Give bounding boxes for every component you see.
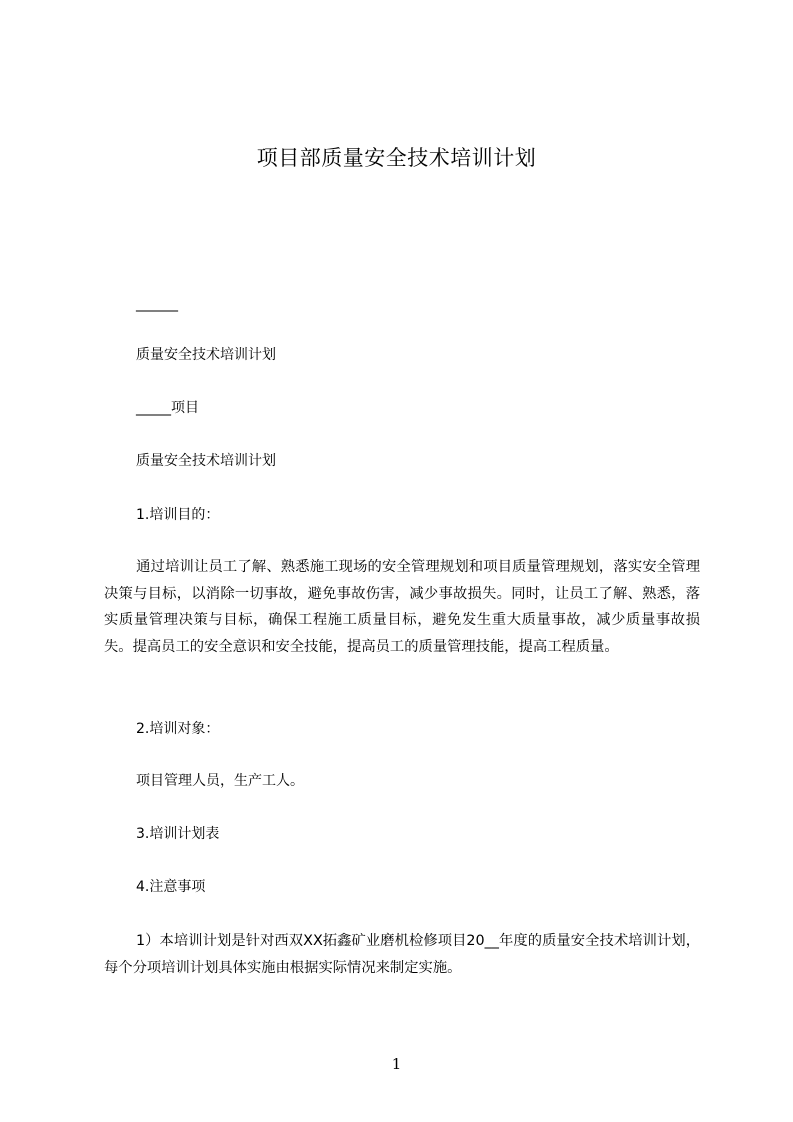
section1-paragraph bbox=[104, 554, 700, 660]
section3-heading: 3.培训计划表 bbox=[136, 826, 220, 842]
section4-item1-text: 1）本培训计划是针对西双XX拓鑫矿业磨机检修项目20__年度的质量安全技术培训计划，每个分项培训计划具体实施由根据实际情况来制定实施。 bbox=[104, 933, 700, 976]
section4-heading: 4.注意事项 bbox=[136, 879, 206, 895]
section2-heading: 2.培训对象： bbox=[136, 721, 220, 737]
blank-underline: ______ bbox=[136, 296, 178, 312]
project-line: _____项目 bbox=[136, 400, 199, 416]
section4-item1 bbox=[104, 928, 700, 981]
heading-plan: 质量安全技术培训计划 bbox=[136, 347, 276, 363]
document-title: 项目部质量安全技术培训计划 bbox=[256, 146, 537, 170]
section1-text: 通过培训让员工了解、熟悉施工现场的安全管理规划和项目质量管理规划，落实安全管理决策与目标，以消除一切事故，避免事故伤害，减少事故损失。同时，让员工了解、熟悉，落实质量管理决策与目标，确保工程施工质量目标，避免发生重大质量事故，减少质量事故损失。提高员工的安全意识和安全技能，提高员工的质量管理技能，提高工程质量。 bbox=[104, 559, 700, 655]
heading-plan-2: 质量安全技术培训计划 bbox=[136, 453, 276, 469]
page-number: 1 bbox=[391, 1055, 402, 1073]
section2-text: 项目管理人员，生产工人。 bbox=[136, 773, 304, 789]
section1-heading: 1.培训目的： bbox=[136, 507, 220, 523]
